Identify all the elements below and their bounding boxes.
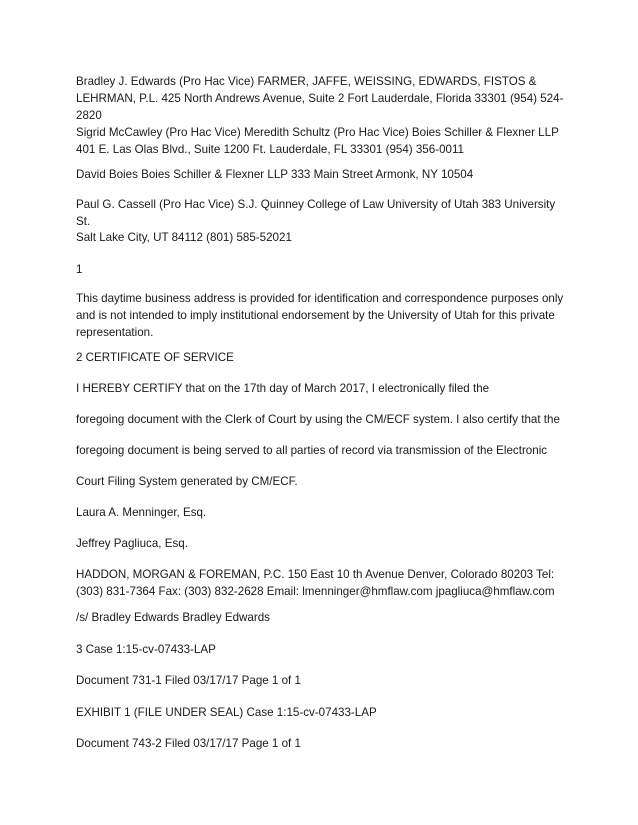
certificate-line-1: I HEREBY CERTIFY that on the 17th day of March 2017, I electronically filed the xyxy=(76,382,490,395)
service-firm-block: HADDON, MORGAN & FOREMAN, P.C. 150 East 10 th Avenue Denver, Colorado 80203 Tel: (303) 831-7364 Fax: (303) 832-2628 Email: lmenninger@hmflaw.com jpagliuca@hmflaw.com xyxy=(76,568,555,598)
footnote-text: This daytime business address is provided for identification and correspondence purposes only and is not intended to imply institutional endorsement by the University of Utah for this private representation. xyxy=(76,292,564,339)
certificate-line-4: Court Filing System generated by CM/ECF. xyxy=(76,475,298,488)
exhibit-case-line: EXHIBIT 1 (FILE UNDER SEAL) Case 1:15-cv-07433-LAP xyxy=(76,706,377,719)
case-number-line-1: 3 Case 1:15-cv-07433-LAP xyxy=(76,643,216,656)
counsel-edwards-block: Bradley J. Edwards (Pro Hac Vice) FARMER, JAFFE, WEISSING, EDWARDS, FISTOS & LEHRMAN, P.L. 425 North Andrews Avenue, Suite 2 Fort Lauderdale, Florida 33301 (954) 524-2820 xyxy=(76,75,564,122)
service-menninger: Laura A. Menninger, Esq. xyxy=(76,506,207,519)
certificate-line-3: foregoing document is being served to all parties of record via transmission of the Electronic xyxy=(76,444,548,457)
footnote-number: 1 xyxy=(76,263,83,276)
certificate-line-2: foregoing document with the Clerk of Court by using the CM/ECF system. I also certify that the xyxy=(76,413,560,426)
service-pagliuca: Jeffrey Pagliuca, Esq. xyxy=(76,537,188,550)
counsel-mccawley-block: Sigrid McCawley (Pro Hac Vice) Meredith Schultz (Pro Hac Vice) Boies Schiller & Flexner LLP 401 E. Las Olas Blvd., Suite 1200 Ft. Lauderdale, FL 33301 (954) 356-0011 xyxy=(76,126,559,156)
cassell-address-line: Salt Lake City, UT 84112 (801) 585-52021 xyxy=(76,231,292,244)
counsel-boies-line: David Boies Boies Schiller & Flexner LLP 333 Main Street Armonk, NY 10504 xyxy=(76,168,474,181)
counsel-cassell-line: Paul G. Cassell (Pro Hac Vice) S.J. Quinney College of Law University of Utah 383 University St. xyxy=(76,198,556,228)
certificate-heading: 2 CERTIFICATE OF SERVICE xyxy=(76,351,234,364)
document-filed-line-1: Document 731-1 Filed 03/17/17 Page 1 of 1 xyxy=(76,674,301,687)
signature-line: /s/ Bradley Edwards Bradley Edwards xyxy=(76,611,270,624)
document-filed-line-2: Document 743-2 Filed 03/17/17 Page 1 of 1 xyxy=(76,737,301,750)
